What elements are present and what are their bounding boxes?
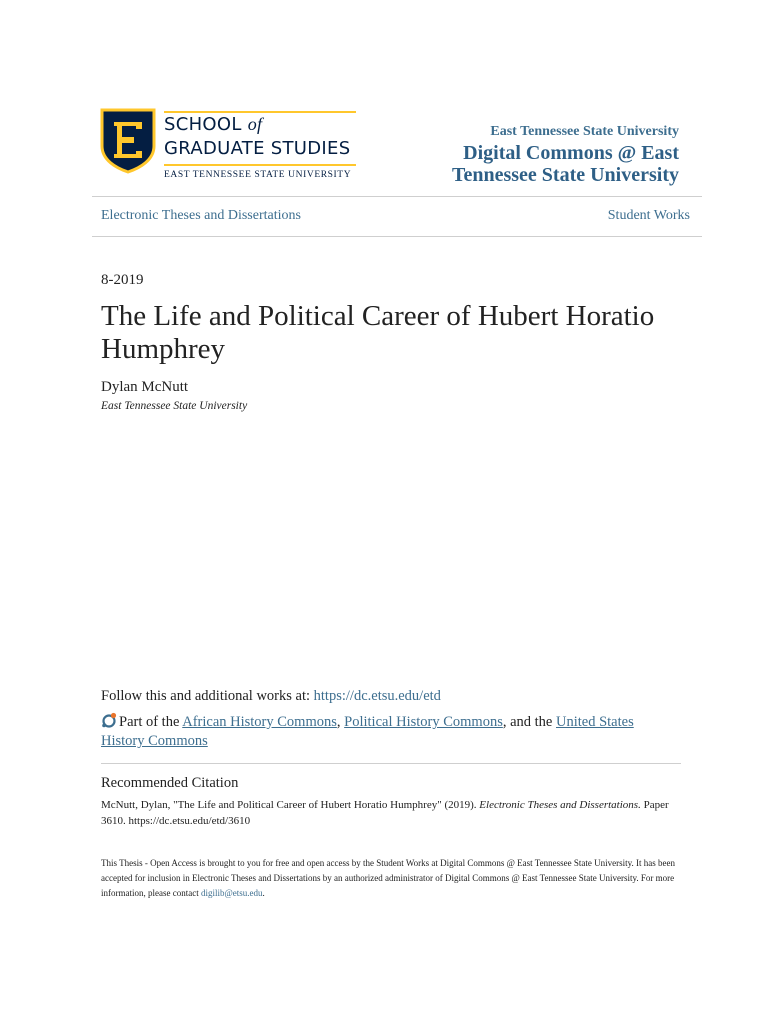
citation-text: McNutt, Dylan, "The Life and Political Career of Hubert Horatio Humphrey" (2019). Electronic Theses and Dissertations. Paper 3610. https://dc.etsu.edu/etd/3610 xyxy=(101,799,669,827)
follow-prefix: Follow this and additional works at: xyxy=(101,688,314,704)
document-title: The Life and Political Career of Hubert Horatio Humphrey xyxy=(101,300,655,365)
political-history-commons-link[interactable]: Political History Commons xyxy=(344,714,503,730)
recommended-citation-heading: Recommended Citation xyxy=(101,775,239,791)
part-of-sep-1: , xyxy=(336,714,345,730)
logo-text-school: SCHOOL of xyxy=(164,114,263,135)
follow-line xyxy=(101,688,441,705)
nav-link-student-works[interactable]: Student Works xyxy=(607,208,690,223)
african-history-commons-link[interactable]: African History Commons xyxy=(182,714,337,730)
logo-rule-mid xyxy=(164,164,356,166)
header-divider-top xyxy=(92,196,702,197)
contact-email-link[interactable]: digilib@etsu.edu xyxy=(200,888,263,898)
part-of-prefix: Part of the xyxy=(119,714,183,730)
nav-link-etd[interactable]: Electronic Theses and Dissertations xyxy=(101,208,301,223)
citation-divider xyxy=(101,763,681,764)
header-university[interactable]: East Tennessee State University xyxy=(490,124,679,139)
header-repository-link[interactable]: Digital Commons @ East Tennessee State University xyxy=(451,142,679,186)
part-of-sep-2: , and the xyxy=(502,714,556,730)
logo-rule-top xyxy=(164,111,356,113)
document-author: Dylan McNutt xyxy=(101,379,189,395)
logo-text-graduate-studies: GRADUATE STUDIES xyxy=(164,138,351,159)
header-divider-bottom xyxy=(92,236,702,237)
united-states-history-commons-link[interactable]: United States History Commons xyxy=(101,714,634,749)
etsu-shield-icon xyxy=(100,108,156,174)
document-date: 8-2019 xyxy=(101,272,144,288)
logo-text-university: EAST TENNESSEE STATE UNIVERSITY xyxy=(164,170,352,180)
graduate-school-logo xyxy=(100,108,360,184)
open-access-notice: This Thesis - Open Access is brought to you for free and open access by the Student Works at Digital Commons @ East Tennessee State University. It has been accepted for inclusion in Electronic Theses and Dissertations by an authorized administrator of Digital Commons @ East Tennessee State University. For more information, please contact digilib@etsu.edu. xyxy=(101,858,675,898)
document-affiliation: East Tennessee State University xyxy=(101,400,248,412)
commons-network-icon xyxy=(101,712,117,728)
part-of-line xyxy=(101,712,661,751)
follow-url-link[interactable]: https://dc.etsu.edu/etd xyxy=(313,688,441,704)
